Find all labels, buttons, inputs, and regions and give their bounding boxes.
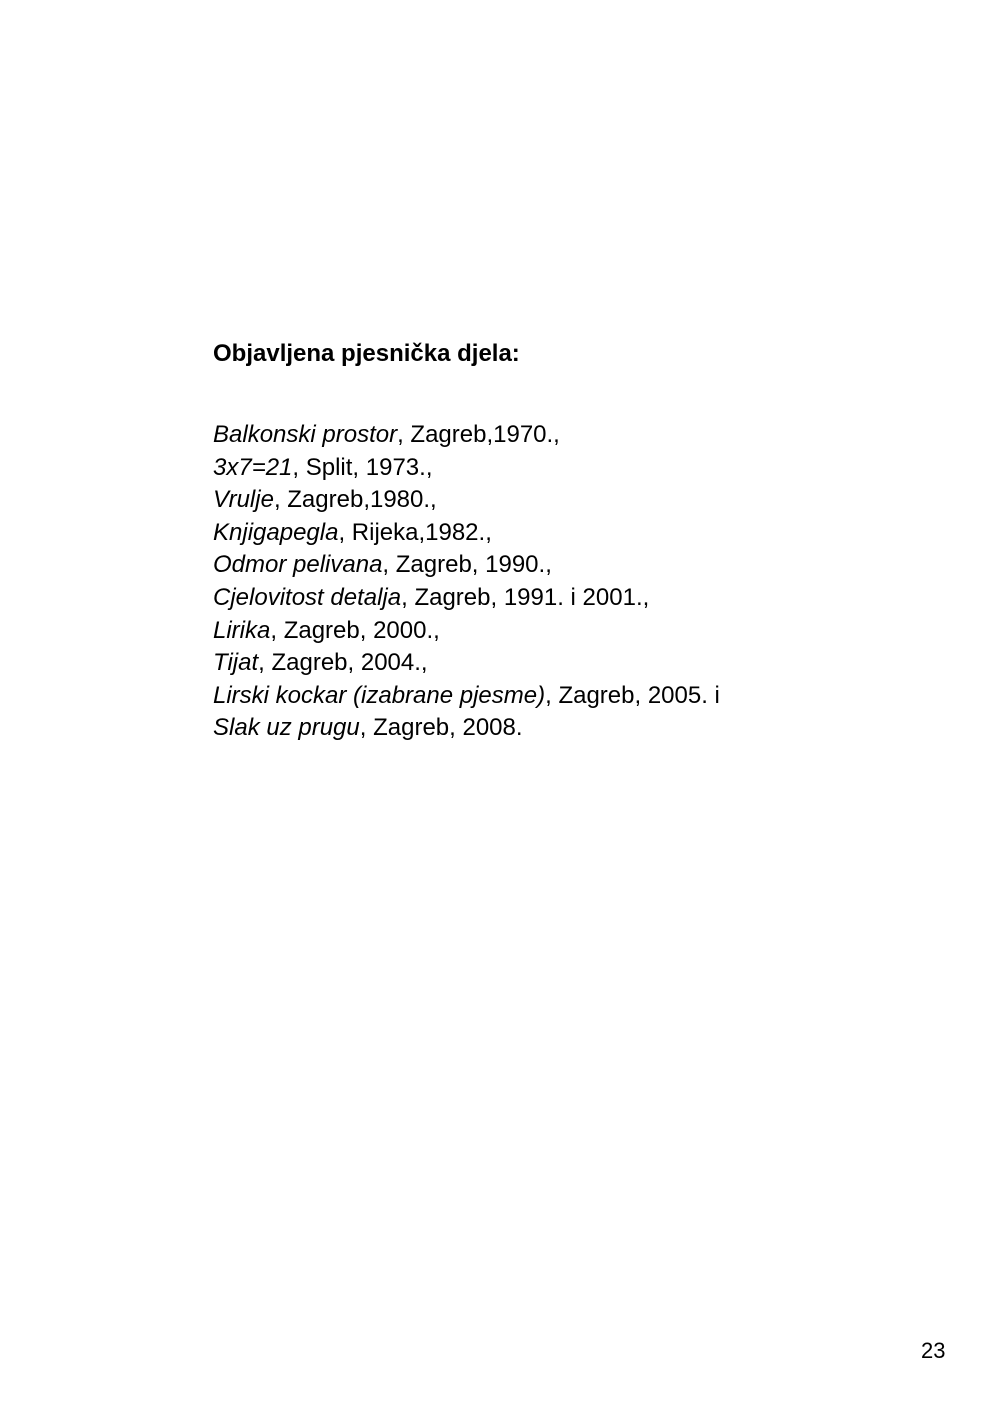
list-item [213, 419, 720, 452]
work-details: , Rijeka,1982., [338, 518, 492, 546]
list-item [213, 549, 720, 582]
list-item [213, 615, 720, 648]
section-heading: Objavljena pjesnička djela: [213, 340, 520, 367]
work-title: Tijat [213, 649, 259, 677]
work-title: Odmor pelivana [213, 551, 383, 579]
work-title: Balkonski prostor [213, 421, 398, 448]
list-item [213, 680, 720, 713]
page-number: 23 [921, 1338, 946, 1363]
work-title: Knjigapegla [213, 518, 339, 546]
work-title: 3x7=21 [213, 453, 293, 481]
work-title: Lirika [213, 616, 271, 644]
list-item [213, 484, 720, 517]
list-item [213, 712, 720, 745]
list-item [213, 452, 720, 485]
list-item [213, 582, 720, 615]
work-details: , Zagreb, 2000., [270, 616, 440, 644]
work-details: , Split, 1973., [292, 453, 433, 481]
work-details: , Zagreb, 2008. [359, 714, 523, 742]
list-item [213, 647, 720, 680]
work-title: Cjelovitost detalja [213, 583, 402, 611]
work-title: Vrulje [213, 486, 274, 514]
work-details: , Zagreb, 1990., [382, 551, 552, 579]
work-title: Slak uz prugu [213, 714, 360, 742]
work-details: , Zagreb, 2005. i [545, 681, 720, 709]
work-details: , Zagreb,1970., [397, 421, 560, 448]
publication-list [213, 419, 720, 745]
work-details: , Zagreb, 1991. i 2001., [401, 583, 650, 611]
work-details: , Zagreb,1980., [273, 486, 437, 514]
list-item [213, 517, 720, 550]
work-details: , Zagreb, 2004., [258, 649, 428, 677]
work-title: Lirski kockar (izabrane pjesme) [213, 681, 546, 709]
